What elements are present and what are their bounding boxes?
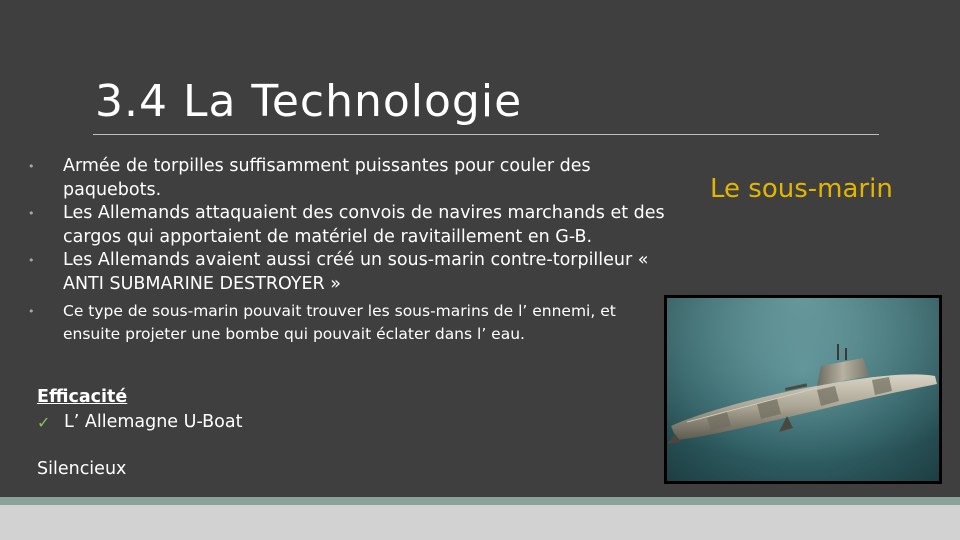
efficacite-block bbox=[37, 385, 242, 435]
bullet-text: Ce type de sous-marin pouvait trouver les sous-marins de l’ ennemi, et ensuite projeter une bombe qui pouvait éclater dans l’ eau. bbox=[63, 302, 616, 343]
efficacite-heading: Efficacité bbox=[37, 387, 128, 407]
bullet-item bbox=[28, 249, 666, 296]
footer-band bbox=[0, 497, 960, 505]
submarine-icon bbox=[667, 298, 939, 481]
check-item bbox=[37, 410, 242, 435]
checkmark-icon: ✓ bbox=[37, 413, 51, 432]
bullet-item bbox=[28, 300, 666, 346]
bullet-list bbox=[28, 155, 666, 346]
bullet-marker-icon: • bbox=[28, 254, 35, 267]
check-item-text: L’ Allemagne U-Boat bbox=[64, 412, 243, 432]
bullet-marker-icon: • bbox=[28, 207, 35, 220]
submarine-photo bbox=[667, 298, 939, 481]
bullet-text: Les Allemands attaquaient des convois de navires marchands et des cargos qui apportaient de matériel de ravitaillement en G-B. bbox=[63, 203, 665, 247]
footer-area bbox=[0, 505, 960, 540]
bullet-item bbox=[28, 155, 666, 202]
slide-title: 3.4 La Technologie bbox=[95, 76, 523, 127]
submarine-photo-frame bbox=[664, 295, 942, 484]
silencieux-text: Silencieux bbox=[37, 459, 127, 479]
bullet-marker-icon: • bbox=[28, 160, 35, 173]
bullet-item bbox=[28, 202, 666, 249]
title-underline bbox=[93, 134, 879, 135]
bullet-text: Les Allemands avaient aussi créé un sous-marin contre-torpilleur « ANTI SUBMARINE DESTROYER » bbox=[63, 250, 649, 294]
image-caption: Le sous-marin bbox=[710, 174, 893, 204]
bullet-marker-icon: • bbox=[28, 305, 35, 318]
bullet-text: Armée de torpilles suffisamment puissantes pour couler des paquebots. bbox=[63, 156, 591, 200]
